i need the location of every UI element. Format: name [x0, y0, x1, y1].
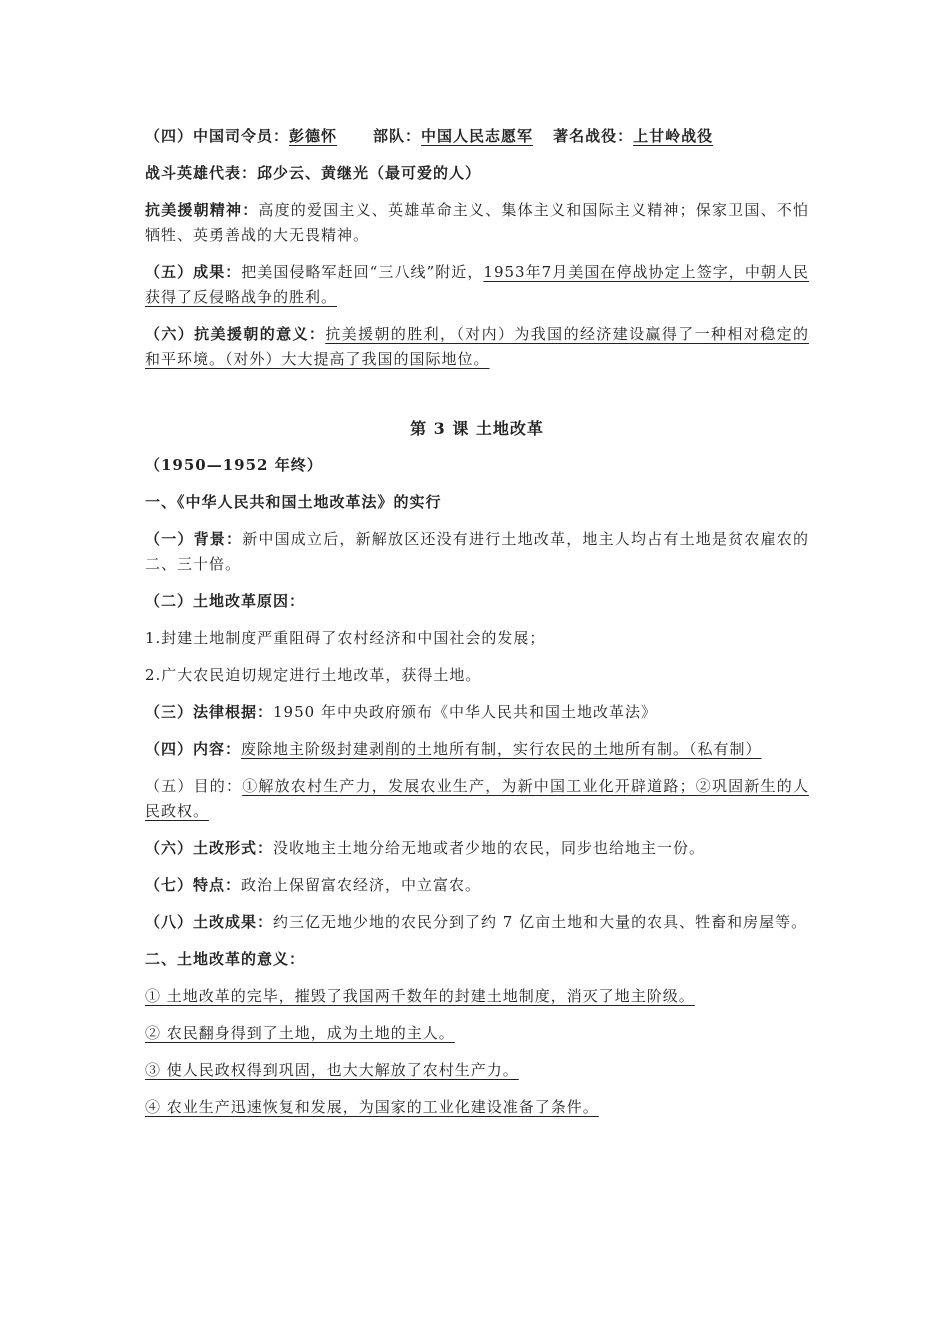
- battle-label: 著名战役：: [553, 127, 634, 145]
- battle-name: 上甘岭战役: [633, 127, 714, 145]
- background-text: 新中国成立后，新解放区还没有进行土地改革，地主人均占有土地是贫农雇农的二、三十倍。: [145, 530, 809, 573]
- significance-item: ① 土地改革的完毕，摧毁了我国两千数年的封建土地制度，消灭了地主阶级。: [145, 987, 695, 1005]
- part2-heading: 二、土地改革的意义：: [145, 950, 306, 968]
- reason-item: 1.封建土地制度严重阻碍了农村经济和中国社会的发展；: [145, 629, 546, 647]
- significance-paragraph: [145, 322, 809, 372]
- form-paragraph: [145, 836, 809, 861]
- lesson-title: 第 3 课 土地改革: [410, 419, 544, 438]
- form-text: 没收地主土地分给无地或者少地的农民，同步也给地主一份。: [273, 839, 706, 857]
- spirit-paragraph: [145, 198, 809, 248]
- sec5-text-plain: 把美国侵略军赶回“三八线”附近，: [241, 263, 484, 281]
- heroes-text: 战斗英雄代表：邱少云、黄继光（最可爱的人）: [145, 164, 482, 182]
- sec5-label: （五）成果：: [145, 263, 242, 281]
- spirit-text: 高度的爱国主义、英雄革命主义、集体主义和国际主义精神；保家卫国、不怕牺牲、英勇善战的大无畏精神。: [145, 201, 809, 244]
- land-results-label: （八）土改成果：: [145, 913, 274, 931]
- significance-item: ③ 使人民政权得到巩固，也大大解放了农村生产力。: [145, 1061, 519, 1079]
- commander-line: [145, 124, 809, 149]
- features-paragraph: [145, 873, 809, 898]
- purpose-text: ①解放农村生产力，发展农业生产，为新中国工业化开辟道路；②巩固新生的人民政权。: [145, 777, 809, 820]
- significance-item: ② 农民翻身得到了土地，成为土地的主人。: [145, 1024, 455, 1042]
- purpose-label: （五）目的：: [145, 777, 243, 795]
- land-results-paragraph: [145, 910, 809, 935]
- legal-text: 1950 年中央政府颁布《中华人民共和国土地改革法》: [273, 703, 657, 721]
- spirit-label: 抗美援朝精神：: [145, 201, 259, 219]
- background-paragraph: [145, 527, 809, 577]
- features-label: （七）特点：: [145, 876, 242, 894]
- document-page: [145, 124, 809, 1120]
- army-name: 中国人民志愿军: [421, 127, 534, 145]
- reason-item: 2.广大农民迫切规定进行土地改革，获得土地。: [145, 666, 482, 684]
- sec6-label: （六）抗美援朝的意义：: [145, 325, 326, 343]
- results-paragraph: [145, 260, 809, 310]
- sec5-text-underlined: 1953年7月美国在停战协定上签字，中朝人民获得了反侵略战争的胜利。: [145, 263, 809, 306]
- reasons-heading: （二）土地改革原因：: [145, 592, 306, 610]
- background-label: （一）背景：: [145, 530, 243, 548]
- lesson-period: （1950—1952 年终）: [145, 456, 323, 474]
- sec4-label: （四）中国司令员：: [145, 127, 290, 145]
- features-text: 政治上保留富农经济，中立富农。: [241, 876, 482, 894]
- content-paragraph: [145, 737, 809, 762]
- form-label: （六）土改形式：: [145, 839, 274, 857]
- sec6-text: 抗美援朝的胜利，（对内）为我国的经济建设赢得了一种相对稳定的和平环境。（对外）大大提高了我国的国际地位。: [145, 325, 809, 368]
- heroes-line: [145, 161, 809, 186]
- content-label: （四）内容：: [145, 740, 242, 758]
- purpose-paragraph: [145, 774, 809, 824]
- legal-label: （三）法律根据：: [145, 703, 274, 721]
- content-text: 废除地主阶级封建剥削的土地所有制，实行农民的土地所有制。（私有制）: [241, 740, 762, 758]
- part1-heading: 一、《中华人民共和国土地改革法》的实行: [145, 493, 442, 511]
- legal-basis-paragraph: [145, 700, 809, 725]
- significance-item: ④ 农业生产迅速恢复和发展，为国家的工业化建设准备了条件。: [145, 1098, 599, 1116]
- land-results-text: 约三亿无地少地的农民分到了约 7 亿亩土地和大量的农具、牲畜和房屋等。: [273, 913, 808, 931]
- commander-name: 彭德怀: [289, 127, 338, 145]
- army-label: 部队：: [373, 127, 422, 145]
